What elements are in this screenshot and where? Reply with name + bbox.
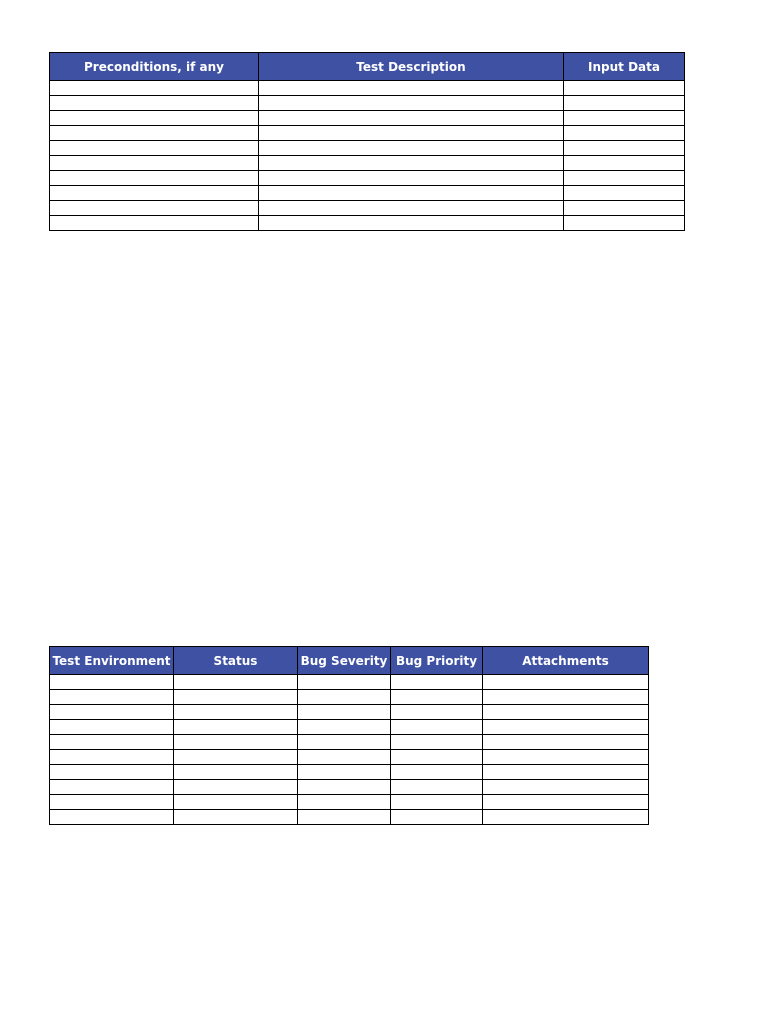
table-cell[interactable]: [483, 720, 649, 735]
table-cell[interactable]: [564, 156, 685, 171]
column-header-attachments[interactable]: Attachments: [483, 647, 649, 675]
column-header-test-description[interactable]: Test Description: [259, 53, 564, 81]
table-cell[interactable]: [174, 735, 298, 750]
column-header-input-data[interactable]: Input Data: [564, 53, 685, 81]
table-cell[interactable]: [483, 795, 649, 810]
table-cell[interactable]: [391, 675, 483, 690]
table-cell[interactable]: [50, 810, 174, 825]
test-case-table-top: [49, 52, 685, 231]
table-row: [50, 171, 685, 186]
table-cell[interactable]: [564, 171, 685, 186]
table-cell[interactable]: [50, 111, 259, 126]
table-cell[interactable]: [564, 186, 685, 201]
table-cell[interactable]: [564, 126, 685, 141]
column-header-preconditions[interactable]: Preconditions, if any: [50, 53, 259, 81]
table-cell[interactable]: [564, 111, 685, 126]
table-cell[interactable]: [483, 765, 649, 780]
table-cell[interactable]: [391, 795, 483, 810]
table-cell[interactable]: [50, 780, 174, 795]
table-cell[interactable]: [298, 765, 391, 780]
table-row: [50, 81, 685, 96]
table-cell[interactable]: [50, 201, 259, 216]
table-cell[interactable]: [391, 720, 483, 735]
table-cell[interactable]: [564, 201, 685, 216]
table-cell[interactable]: [50, 171, 259, 186]
table-cell[interactable]: [564, 216, 685, 231]
table-cell[interactable]: [564, 141, 685, 156]
table-cell[interactable]: [391, 705, 483, 720]
table-cell[interactable]: [259, 126, 564, 141]
table-cell[interactable]: [174, 675, 298, 690]
table-cell[interactable]: [483, 675, 649, 690]
table-row: [50, 96, 685, 111]
table-cell[interactable]: [483, 705, 649, 720]
table-cell[interactable]: [50, 705, 174, 720]
table-row: [50, 735, 649, 750]
table-row: [50, 795, 649, 810]
table-cell[interactable]: [50, 156, 259, 171]
table-cell[interactable]: [50, 216, 259, 231]
table-cell[interactable]: [50, 795, 174, 810]
table-cell[interactable]: [50, 765, 174, 780]
table-cell[interactable]: [259, 111, 564, 126]
table-cell[interactable]: [298, 690, 391, 705]
column-header-test-environment[interactable]: Test Environment: [50, 647, 174, 675]
table-cell[interactable]: [391, 750, 483, 765]
column-header-bug-severity[interactable]: Bug Severity: [298, 647, 391, 675]
table-cell[interactable]: [259, 156, 564, 171]
table-cell[interactable]: [483, 810, 649, 825]
table-cell[interactable]: [298, 675, 391, 690]
table-cell[interactable]: [391, 765, 483, 780]
table-cell[interactable]: [259, 171, 564, 186]
table-cell[interactable]: [259, 201, 564, 216]
table-cell[interactable]: [564, 96, 685, 111]
test-case-table-bottom: [49, 646, 649, 825]
table-cell[interactable]: [174, 705, 298, 720]
header-row: [50, 647, 649, 675]
table-cell[interactable]: [174, 765, 298, 780]
table-cell[interactable]: [174, 750, 298, 765]
table-row: [50, 216, 685, 231]
table-cell[interactable]: [298, 720, 391, 735]
table-cell[interactable]: [174, 795, 298, 810]
table-row: [50, 810, 649, 825]
table-cell[interactable]: [391, 735, 483, 750]
table-cell[interactable]: [483, 780, 649, 795]
table-cell[interactable]: [50, 126, 259, 141]
table-cell[interactable]: [259, 186, 564, 201]
table-cell[interactable]: [50, 96, 259, 111]
table-row: [50, 690, 649, 705]
table-cell[interactable]: [174, 720, 298, 735]
table-cell[interactable]: [483, 690, 649, 705]
table-cell[interactable]: [298, 795, 391, 810]
table-cell[interactable]: [259, 96, 564, 111]
table-cell[interactable]: [259, 141, 564, 156]
table-cell[interactable]: [50, 675, 174, 690]
table-row: [50, 126, 685, 141]
table-row: [50, 111, 685, 126]
table-cell[interactable]: [298, 735, 391, 750]
table-cell[interactable]: [298, 750, 391, 765]
table-cell[interactable]: [50, 735, 174, 750]
table-cell[interactable]: [174, 690, 298, 705]
table-row: [50, 765, 649, 780]
table-row: [50, 156, 685, 171]
table-cell[interactable]: [298, 810, 391, 825]
table-cell[interactable]: [174, 780, 298, 795]
table-cell[interactable]: [259, 81, 564, 96]
header-row: [50, 53, 685, 81]
table-row: [50, 720, 649, 735]
table-cell[interactable]: [564, 81, 685, 96]
table-cell[interactable]: [483, 735, 649, 750]
table-cell[interactable]: [483, 750, 649, 765]
table-row: [50, 201, 685, 216]
table-cell[interactable]: [391, 690, 483, 705]
table-row: [50, 141, 685, 156]
table-cell[interactable]: [50, 186, 259, 201]
table-cell[interactable]: [50, 750, 174, 765]
table-cell[interactable]: [174, 810, 298, 825]
table-cell[interactable]: [391, 810, 483, 825]
table-cell[interactable]: [50, 141, 259, 156]
table-cell[interactable]: [298, 780, 391, 795]
column-header-status[interactable]: Status: [174, 647, 298, 675]
column-header-bug-priority[interactable]: Bug Priority: [391, 647, 483, 675]
table-cell[interactable]: [50, 690, 174, 705]
table-cell[interactable]: [259, 216, 564, 231]
table-cell[interactable]: [298, 705, 391, 720]
table-row: [50, 186, 685, 201]
table-row: [50, 750, 649, 765]
table-row: [50, 780, 649, 795]
table-cell[interactable]: [50, 720, 174, 735]
table-cell[interactable]: [50, 81, 259, 96]
table-row: [50, 705, 649, 720]
table-cell[interactable]: [391, 780, 483, 795]
table-row: [50, 675, 649, 690]
